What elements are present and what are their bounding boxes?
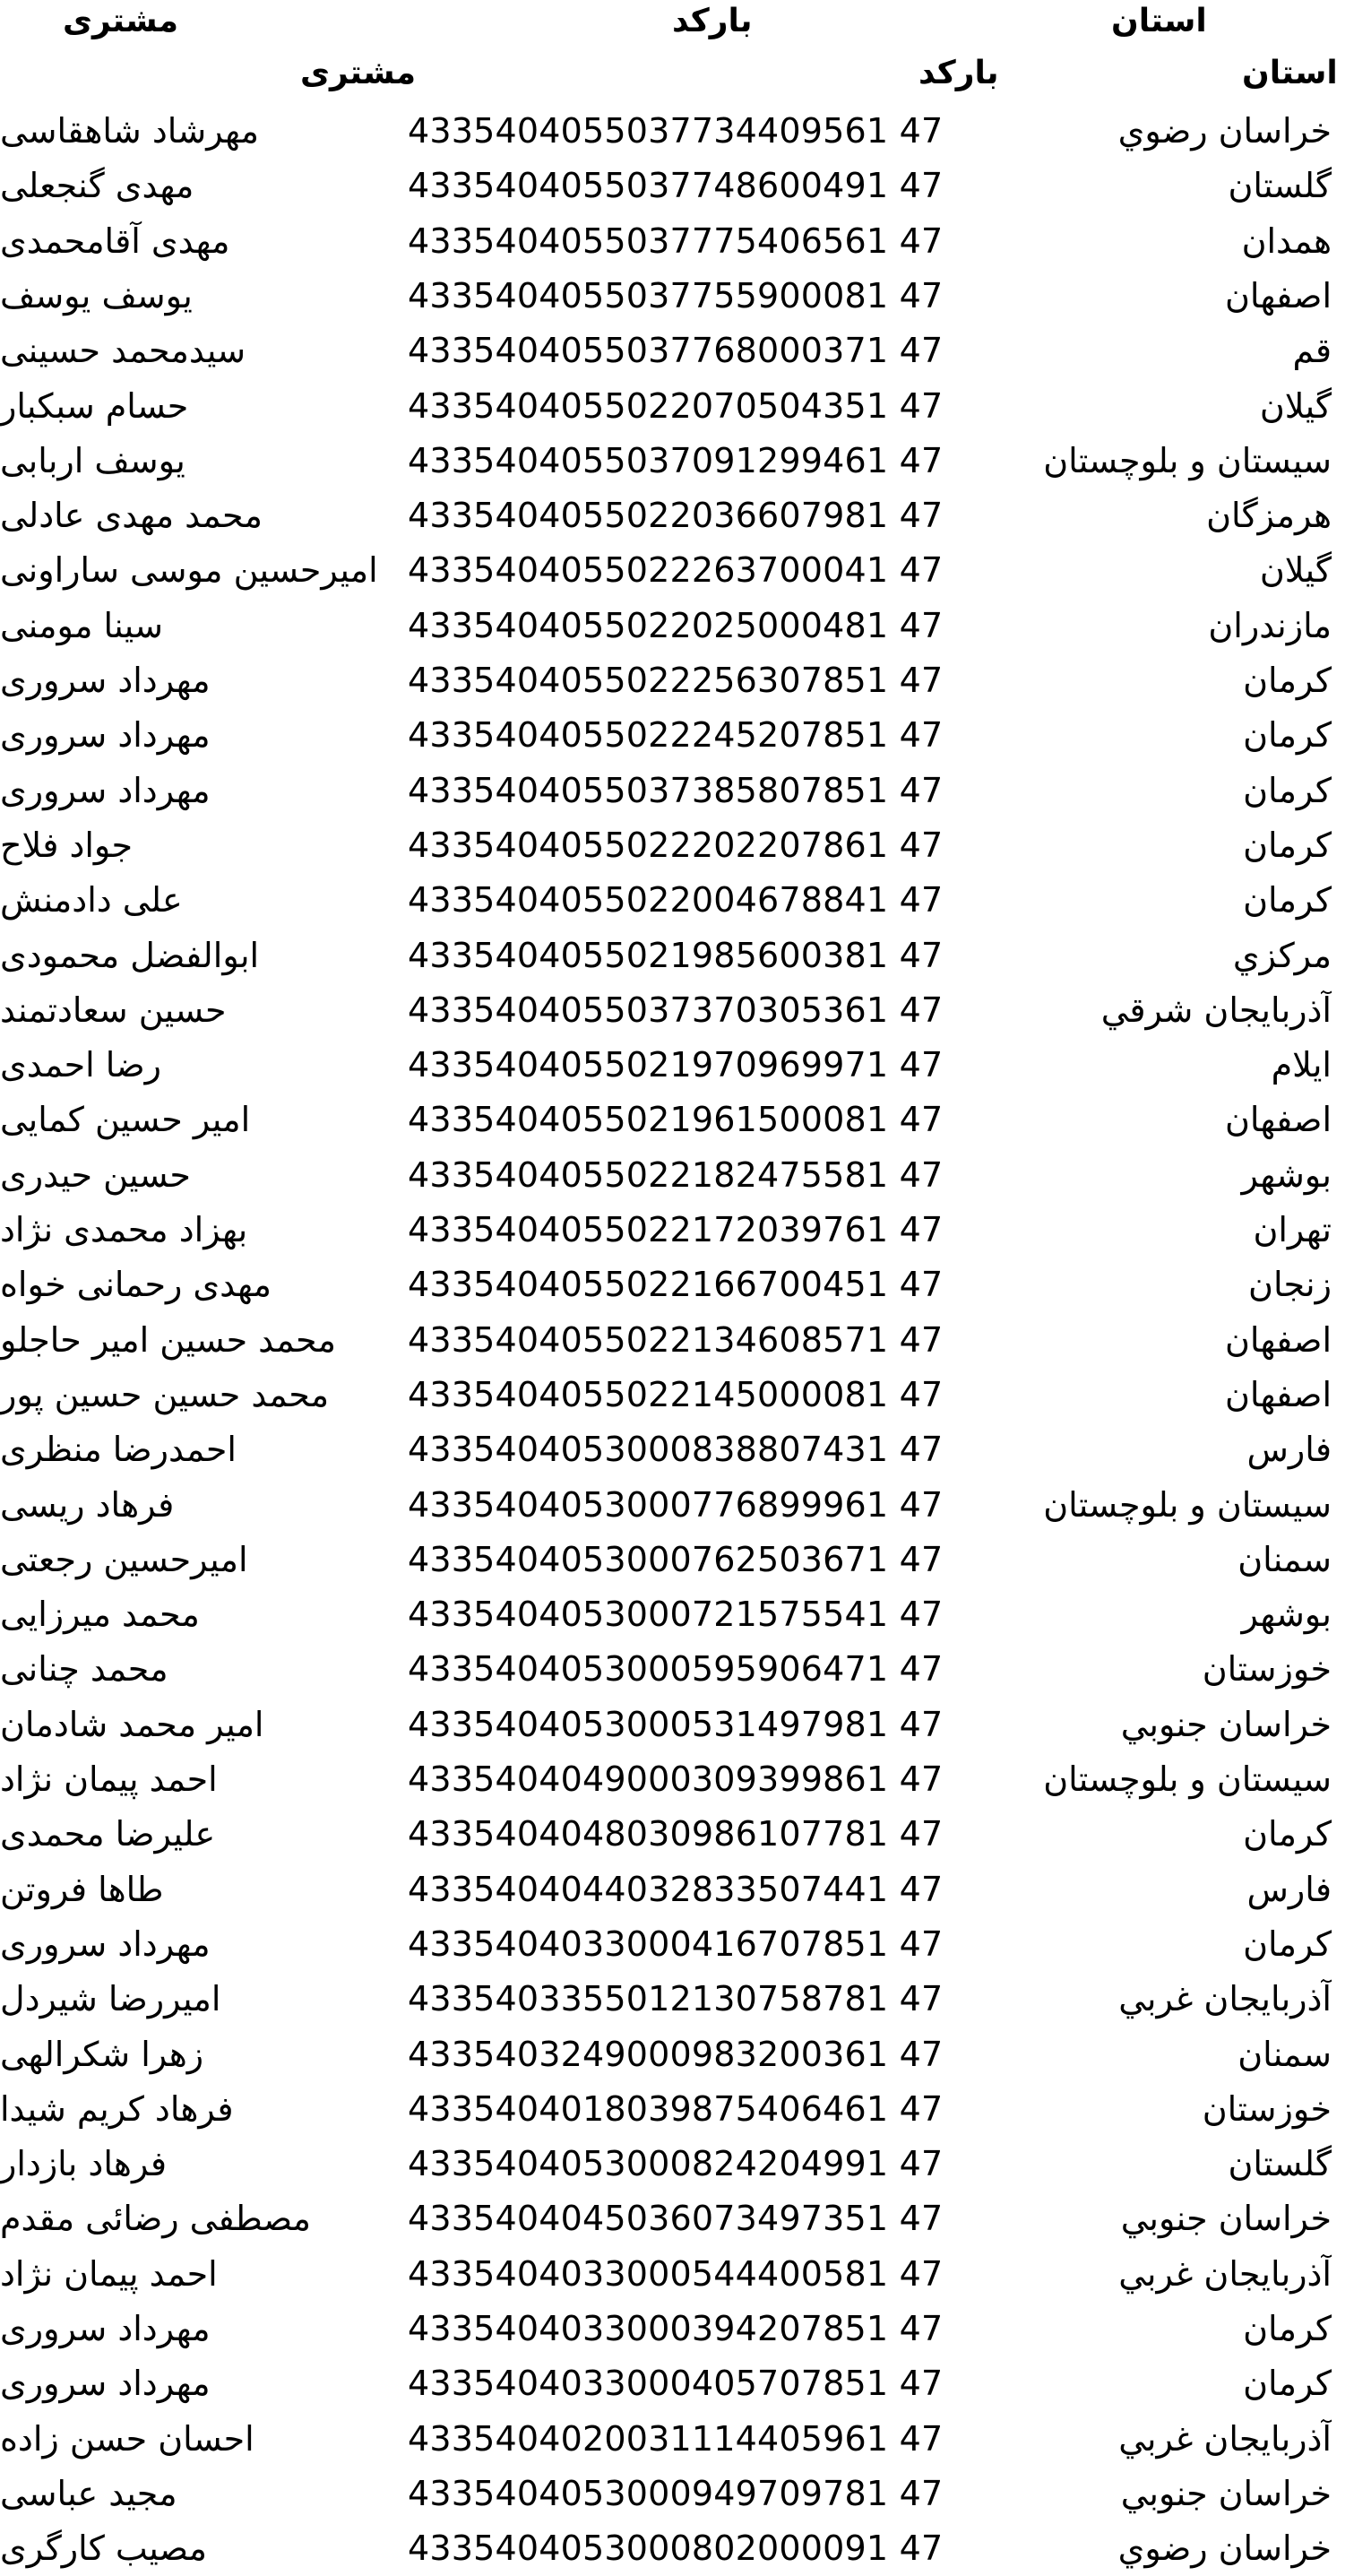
barcode-cell: 4335404053000776899961 47 — [408, 1484, 944, 1525]
customer-cell: محمد میرزایی — [0, 1595, 200, 1635]
barcode-cell: 4335404055022025000481 47 — [408, 605, 944, 645]
barcode-cell: 4335404055037768000371 47 — [408, 331, 944, 371]
header-second-barcode: بارکد — [918, 55, 999, 91]
customer-cell: امیرحسین موسی ساراونی — [0, 550, 378, 591]
barcode-cell: 4335404055037748600491 47 — [408, 166, 944, 206]
barcode-cell: 4335404053000802000091 47 — [408, 2528, 944, 2569]
table-row — [0, 379, 1354, 434]
province-cell: کرمان — [1243, 2364, 1332, 2404]
table-row — [0, 1203, 1354, 1258]
province-cell: کرمان — [1243, 715, 1332, 756]
table-row — [0, 1368, 1354, 1422]
province-cell: کرمان — [1243, 770, 1332, 810]
table-row — [0, 543, 1354, 598]
customer-cell: یوسف اربابی — [0, 440, 185, 480]
province-cell: آذربایجان غربي — [1118, 2253, 1332, 2294]
customer-cell: فرهاد بازدار — [0, 2144, 168, 2184]
customer-cell: احسان حسن زاده — [0, 2418, 254, 2459]
table-row — [0, 1533, 1354, 1587]
province-cell: خراسان جنوبي — [1120, 2199, 1332, 2239]
customer-cell: ابوالفضل محمودی — [0, 935, 260, 975]
province-cell: فارس — [1246, 1430, 1332, 1470]
province-cell: گیلان — [1259, 550, 1332, 591]
customer-cell: مهرداد سروری — [0, 2364, 211, 2404]
barcode-cell: 4335404055022245207851 47 — [408, 715, 944, 756]
barcode-cell: 4335404020031114405961 47 — [408, 2418, 944, 2459]
customer-cell: محمد مهدی عادلی — [0, 496, 263, 536]
barcode-cell: 4335404055022004678841 47 — [408, 880, 944, 921]
customer-cell: مهدی گنجعلی — [0, 166, 194, 206]
customer-cell: حسین سعادتمند — [0, 990, 227, 1030]
table-row — [0, 929, 1354, 983]
table-row — [0, 1807, 1354, 1862]
customer-cell: احمدرضا منظری — [0, 1430, 237, 1470]
province-cell: قم — [1292, 331, 1332, 371]
customer-cell: مهدی رحمانی خواه — [0, 1265, 272, 1305]
province-cell: کرمان — [1243, 1923, 1332, 1964]
customer-cell: محمد حسین امیر حاجلو — [0, 1319, 336, 1360]
customer-cell: امیر حسین کمایی — [0, 1100, 251, 1140]
header-second-province: استان — [1242, 55, 1338, 91]
barcode-cell: 4335404055022256307851 47 — [408, 661, 944, 700]
customer-cell: مهرداد سروری — [0, 715, 211, 756]
barcode-cell: 4335404055022070504351 47 — [408, 385, 944, 426]
table-row — [0, 1093, 1354, 1147]
customer-cell: فرهاد ریسی — [0, 1484, 175, 1525]
province-cell: خراسان رضوي — [1117, 2528, 1332, 2569]
barcode-cell: 4335404055022182475581 47 — [408, 1154, 944, 1195]
header-second-customer: مشتری — [300, 55, 417, 91]
table-row — [0, 983, 1354, 1038]
customer-cell: محمد چنانی — [0, 1649, 168, 1690]
customer-cell: سیدمحمد حسینی — [0, 331, 246, 371]
table-row — [0, 324, 1354, 378]
province-cell: گلستان — [1228, 166, 1332, 206]
barcode-cell: 4335404053000949709781 47 — [408, 2473, 944, 2513]
province-cell: سیستان و بلوچستان — [1043, 440, 1332, 480]
customer-cell: مهرداد سروری — [0, 2309, 211, 2348]
barcode-cell: 4335403249000983200361 47 — [408, 2034, 944, 2074]
province-cell: اصفهان — [1224, 1319, 1332, 1360]
province-cell: کرمان — [1243, 1814, 1332, 1854]
barcode-cell: 4335404053000531497981 47 — [408, 1704, 944, 1744]
barcode-cell: 4335404045036073497351 47 — [408, 2199, 944, 2239]
customer-cell: حسین حیدری — [0, 1154, 191, 1195]
province-cell: سمنان — [1238, 2034, 1332, 2074]
customer-cell: مهرداد سروری — [0, 1923, 211, 1964]
customer-cell: مهرشاد شاهقاسی — [0, 111, 260, 151]
province-cell: خراسان جنوبي — [1120, 2473, 1332, 2513]
table-row — [0, 2191, 1354, 2246]
customer-cell: یوسف یوسف — [0, 275, 193, 316]
province-cell: اصفهان — [1224, 275, 1332, 316]
table-row — [0, 1478, 1354, 1533]
table-row — [0, 2412, 1354, 2467]
table-row — [0, 2247, 1354, 2302]
barcode-cell: 4335404033000405707851 47 — [408, 2364, 944, 2404]
table-row — [0, 2302, 1354, 2356]
table-row — [0, 269, 1354, 324]
table-row — [0, 599, 1354, 653]
barcode-cell: 4335404048030986107781 47 — [408, 1814, 944, 1854]
table-row — [0, 1587, 1354, 1642]
province-cell: کرمان — [1243, 880, 1332, 921]
table-row — [0, 2027, 1354, 2082]
header-top-barcode: بارکد — [672, 3, 753, 39]
province-cell: اصفهان — [1224, 1374, 1332, 1414]
barcode-cell: 4335404055022202207861 47 — [408, 825, 944, 865]
table-row — [0, 1972, 1354, 2027]
barcode-cell: 4335404055022263700041 47 — [408, 550, 944, 591]
barcode-cell: 4335404053000838807431 47 — [408, 1430, 944, 1470]
province-cell: خراسان جنوبي — [1120, 1704, 1332, 1744]
barcode-cell: 4335404055022145000081 47 — [408, 1374, 944, 1414]
barcode-cell: 4335404053000762503671 47 — [408, 1539, 944, 1579]
barcode-cell: 4335404033000416707851 47 — [408, 1923, 944, 1964]
table-row — [0, 2356, 1354, 2411]
province-cell: ایلام — [1271, 1045, 1332, 1085]
barcode-cell: 4335404055021970969971 47 — [408, 1045, 944, 1085]
customer-cell: مهرداد سروری — [0, 661, 211, 700]
province-cell: زنجان — [1248, 1265, 1332, 1305]
barcode-cell: 4335404053000721575541 47 — [408, 1595, 944, 1635]
table-row — [0, 818, 1354, 873]
customer-cell: علی دادمنش — [0, 880, 183, 921]
barcode-cell: 4335404049000309399861 47 — [408, 1759, 944, 1799]
customer-cell: حسام سبکبار — [0, 385, 189, 426]
header-top-customer: مشتری — [63, 3, 179, 39]
customer-cell: احمد پیمان نژاد — [0, 2253, 218, 2294]
province-cell: هرمزگان — [1206, 496, 1332, 536]
customer-cell: محمد حسین حسین پور — [0, 1374, 330, 1414]
table-row — [0, 873, 1354, 928]
province-cell: مرکزي — [1232, 935, 1332, 975]
table-row — [0, 2521, 1354, 2576]
table-row — [0, 1642, 1354, 1697]
customer-cell: مهدی آقامحمدی — [0, 220, 230, 261]
table-row — [0, 214, 1354, 269]
table-row — [0, 2467, 1354, 2521]
customer-cell: زهرا شکرالهی — [0, 2034, 204, 2074]
barcode-cell: 4335403355012130758781 47 — [408, 1979, 944, 2019]
customer-cell: رضا احمدی — [0, 1045, 161, 1085]
barcode-cell: 4335404053000824204991 47 — [408, 2144, 944, 2184]
customer-cell: فرهاد کریم شیدا — [0, 2088, 234, 2129]
table-row — [0, 764, 1354, 818]
customer-cell: احمد پیمان نژاد — [0, 1759, 218, 1799]
customer-cell: مصیب کارگری — [0, 2528, 207, 2569]
province-cell: اصفهان — [1224, 1100, 1332, 1140]
province-cell: بوشهر — [1241, 1595, 1332, 1635]
customer-cell: مهرداد سروری — [0, 770, 211, 810]
table-row — [0, 1863, 1354, 1917]
table-row — [0, 1422, 1354, 1477]
barcode-cell: 4335404055022036607981 47 — [408, 496, 944, 536]
barcode-cell: 4335404055037734409561 47 — [408, 111, 944, 151]
province-cell: آذربایجان غربي — [1118, 1979, 1332, 2019]
province-cell: گیلان — [1259, 385, 1332, 426]
table-row — [0, 434, 1354, 488]
barcode-cell: 4335404055022134608571 47 — [408, 1319, 944, 1360]
customer-cell: امیرحسین رجعتی — [0, 1539, 248, 1579]
province-cell: تهران — [1253, 1210, 1332, 1249]
barcode-cell: 4335404055037370305361 47 — [408, 990, 944, 1030]
barcode-cell: 4335404055037385807851 47 — [408, 770, 944, 810]
barcode-cell: 4335404055037755900081 47 — [408, 275, 944, 316]
customer-cell: طاها فروتن — [0, 1869, 164, 1909]
table-row — [0, 104, 1354, 159]
province-cell: خوزستان — [1202, 1649, 1332, 1690]
table-row — [0, 653, 1354, 708]
province-cell: سمنان — [1238, 1539, 1332, 1579]
barcode-cell: 4335404055021961500081 47 — [408, 1100, 944, 1140]
table-row — [0, 708, 1354, 763]
province-cell: کرمان — [1243, 2309, 1332, 2348]
barcode-cell: 4335404055021985600381 47 — [408, 935, 944, 975]
barcode-cell: 4335404055022172039761 47 — [408, 1210, 944, 1249]
table-row — [0, 1313, 1354, 1368]
barcode-cell: 4335404033000544400581 47 — [408, 2253, 944, 2294]
customer-cell: علیرضا محمدی — [0, 1814, 216, 1854]
table-row — [0, 159, 1354, 213]
barcode-cell: 4335404055022166700451 47 — [408, 1265, 944, 1305]
province-cell: آذربایجان شرقي — [1100, 990, 1332, 1030]
barcode-cell: 4335404055037091299461 47 — [408, 440, 944, 480]
province-cell: آذربایجان غربي — [1118, 2418, 1332, 2459]
province-cell: گلستان — [1228, 2144, 1332, 2184]
customer-cell: امیر محمد شادمان — [0, 1704, 264, 1744]
table-row — [0, 1258, 1354, 1312]
province-cell: همدان — [1241, 220, 1332, 261]
province-cell: خراسان رضوي — [1117, 111, 1332, 151]
province-cell: سیستان و بلوچستان — [1043, 1484, 1332, 1525]
customer-cell: مجید عباسی — [0, 2473, 177, 2513]
customer-cell: مصطفی رضائی مقدم — [0, 2199, 312, 2239]
table-row — [0, 1148, 1354, 1203]
province-cell: بوشهر — [1241, 1154, 1332, 1195]
barcode-cell: 4335404055037775406561 47 — [408, 220, 944, 261]
table-row — [0, 1038, 1354, 1093]
province-cell: مازندران — [1208, 605, 1332, 645]
province-cell: کرمان — [1243, 825, 1332, 865]
table-row — [0, 2082, 1354, 2137]
customer-cell: جواد فلاح — [0, 825, 134, 865]
province-cell: خوزستان — [1202, 2088, 1332, 2129]
customer-cell: سینا مومنی — [0, 605, 163, 645]
province-cell: سیستان و بلوچستان — [1043, 1759, 1332, 1799]
header-top-province: استان — [1111, 3, 1207, 39]
barcode-cell: 4335404033000394207851 47 — [408, 2309, 944, 2348]
table-row — [0, 2137, 1354, 2191]
table-row — [0, 1698, 1354, 1752]
province-cell: کرمان — [1243, 661, 1332, 700]
table-row — [0, 1752, 1354, 1807]
barcode-cell: 4335404018039875406461 47 — [408, 2088, 944, 2129]
customer-cell: بهزاد محمدی نژاد — [0, 1210, 248, 1249]
customer-cell: امیررضا شیردل — [0, 1979, 221, 2019]
province-cell: فارس — [1246, 1869, 1332, 1909]
table-row — [0, 488, 1354, 543]
barcode-cell: 4335404053000595906471 47 — [408, 1649, 944, 1690]
table-row — [0, 1917, 1354, 1972]
barcode-cell: 4335404044032833507441 47 — [408, 1869, 944, 1909]
